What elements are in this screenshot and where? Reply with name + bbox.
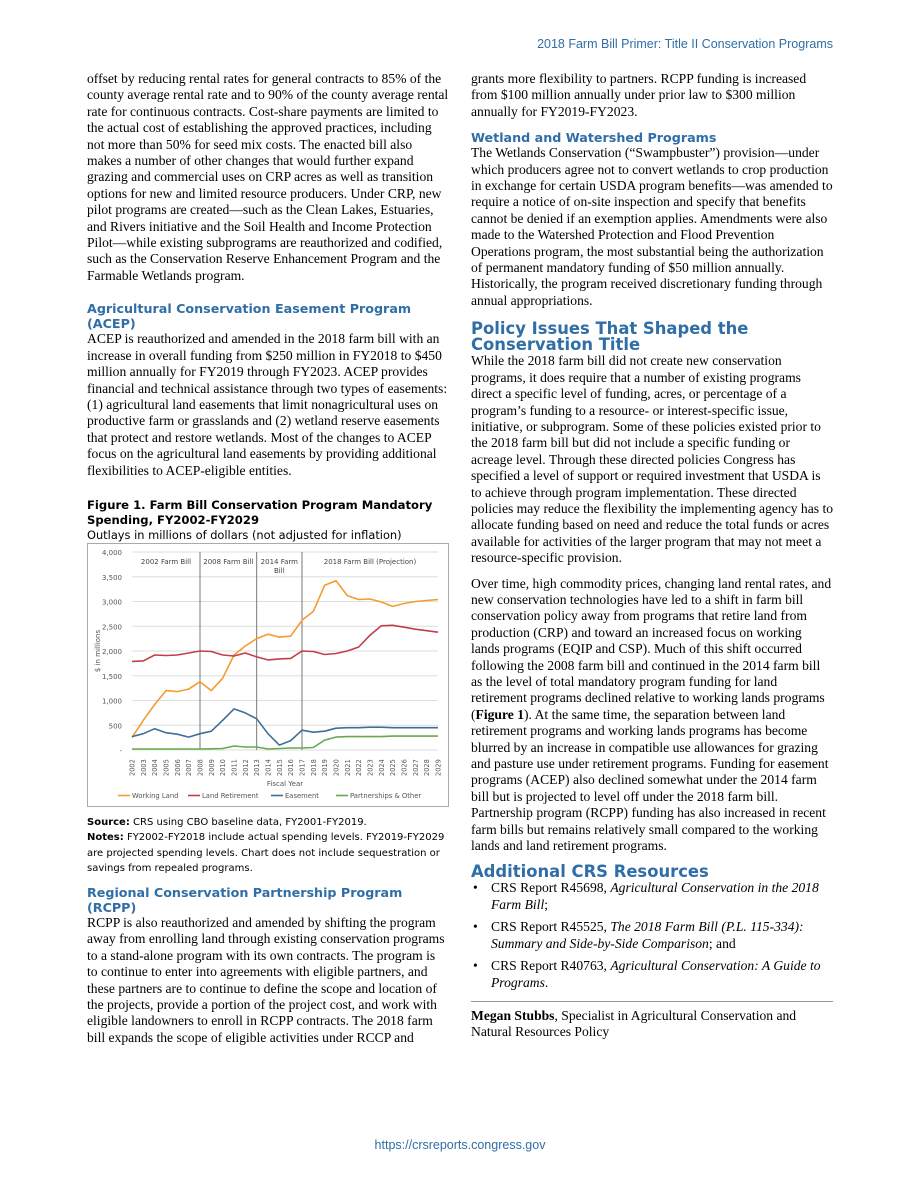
policy-paragraph-2-start: Over time, high commodity prices, changing land rental rates, and new conservation technologies have led to a shift in farm bill conservation policy away from programs that retire land from production (CRP) and toward an increased focus on working lands programs (EQIP and CSP). Much of this shift occurred following the 2008 farm bill and continued in the 2014 farm bill as the level of total mandatory program funding for land retirement programs declined relative to working lands programs ( — [471, 575, 832, 722]
x-tick-label: 2024 — [377, 759, 386, 776]
legend-entry: Working Land — [132, 791, 179, 800]
figure-subtitle: Outlays in millions of dollars (not adjusted for inflation) — [87, 527, 402, 542]
resource-suffix: ; and — [708, 935, 736, 951]
period-label: 2014 Farm Bill — [260, 557, 298, 575]
page-footer-link[interactable]: https://crsreports.congress.gov — [374, 1138, 546, 1152]
resource-report-number: CRS Report R40763, — [491, 958, 611, 974]
crp-continued-paragraph: offset by reducing rental rates for general contracts to 85% of the county average rental rate and to 90% of the county average rental rate for continuous contracts. Cost-share payments are limited to the actual cost of establishing the approved practices, including not more than 50% for seed mix costs. The enacted bill also makes a number of other changes that would further expand grazing and commercial uses on CRP acres as well as transition options for new and limited resource producers. Under CRP, new pilot programs are created—such as the Clean Lakes, Estuaries, and Rivers initiative and the Soil Health and Income Protection Pilot—while existing subprograms are reauthorized and codified, such as the Conservation Reserve Enhancement Program and the Farmable Wetlands program. — [87, 71, 449, 283]
notes-text: FY2002-FY2018 include actual spending levels. FY2019-FY2029 are projected spending levels. Chart does not include sequestration or savings from repealed programs. — [87, 832, 445, 875]
resource-link[interactable]: Agricultural Conservation: A Guide to Programs — [491, 958, 821, 990]
resource-item — [471, 958, 833, 991]
rcpp-heading: Regional Conservation Partnership Program (RCPP) — [87, 884, 403, 915]
resource-report-number: CRS Report R45525, — [491, 919, 611, 935]
x-tick-label: 2007 — [185, 759, 194, 776]
resource-report-number: CRS Report R45698, — [491, 880, 611, 896]
x-tick-label: 2009 — [207, 759, 216, 776]
y-tick-label: 500 — [108, 722, 122, 731]
x-tick-label: 2020 — [332, 759, 341, 776]
source-label: Source: — [87, 816, 130, 828]
figure-title: Figure 1. Farm Bill Conservation Program Mandatory Spending, FY2002-FY2029 — [87, 497, 433, 527]
author-line — [471, 1008, 833, 1041]
acep-heading: Agricultural Conservation Easement Program (ACEP) — [87, 301, 412, 332]
resource-link[interactable]: The 2018 Farm Bill (P.L. 115-334): Summary and Side-by-Side Comparison — [491, 919, 804, 951]
x-tick-label: 2002 — [128, 759, 137, 776]
wetland-heading: Wetland and Watershed Programs — [471, 130, 717, 146]
policy-paragraph-2 — [471, 576, 833, 855]
figure-source — [87, 815, 449, 831]
x-tick-label: 2025 — [389, 759, 398, 776]
legend-entry: Partnerships & Other — [350, 791, 422, 800]
rcpp-paragraph: RCPP is also reauthorized and amended by shifting the program away from enrolling land through existing conservation programs to a stand-alone program with its own contracts. The program is to continue to enter into agreements with eligible partners, and these partners are to continue to define the scope and location of the projects, provide a portion of the project cost, and work with eligible landowners to enroll in RCPP contracts. The 2018 farm bill expands the scope of eligible activities under RCCP and — [87, 914, 445, 1045]
x-tick-label: 2016 — [287, 759, 296, 776]
x-tick-label: 2028 — [423, 759, 432, 776]
spending-chart — [87, 543, 449, 807]
x-tick-label: 2027 — [411, 759, 420, 776]
x-tick-label: 2014 — [264, 759, 273, 776]
x-tick-label: 2006 — [173, 759, 182, 776]
chart-svg — [88, 544, 448, 806]
y-tick-label: - — [119, 746, 122, 755]
notes-label: Notes: — [87, 832, 124, 844]
resource-suffix: . — [544, 974, 549, 990]
x-tick-label: 2005 — [162, 759, 171, 776]
x-tick-label: 2029 — [434, 759, 443, 776]
figure-notes — [87, 830, 449, 877]
resources-list — [471, 880, 833, 990]
policy-paragraph-1: While the 2018 farm bill did not create new conservation programs, it does require that a number of existing programs direct a specific level of funding, acres, or percentage of a program’s funding to a resource- or interest-specific issue, initiative, or subprogram. Some of these policies existed prior to the 2018 farm bill but did not include a specific funding or acreage level. Through these directed policies Congress has specified a level of support or required investment that USDA is to achieve through program implementation. These directed policies may reduce the flexibility the implementing agency has to allocate funding based on need and reduce the total funds or acres available for activities of the larger program that may not meet a resource-specific provision. — [471, 353, 834, 566]
x-tick-label: 2022 — [355, 759, 364, 776]
left-column — [87, 71, 449, 1046]
period-label: 2002 Farm Bill — [140, 557, 192, 566]
resource-suffix: ; — [544, 896, 549, 912]
y-tick-label: 1,000 — [101, 697, 122, 706]
y-tick-label: 2,000 — [101, 647, 122, 656]
figure-1-reference: Figure 1 — [475, 706, 524, 722]
policy-paragraph-2-end: ). At the same time, the separation between land retirement programs and working lands programs has become blurred by an increase in compatible use allowances for grazing and pasture use under retirement programs. Funding for easement programs (ACEP) also declined somewhat under the 2014 farm bill but is projected to level off under the 2018 farm bill. Partnership program (RCPP) funding has also increased in recent farm bills but remains relatively small compared to the working lands and land retirement programs. — [471, 706, 829, 854]
legend-entry: Land Retirement — [202, 791, 259, 800]
rcpp-continued-paragraph: grants more flexibility to partners. RCPP funding is increased from $100 million annually under prior law to $300 million annually for FY2019-FY2023. — [471, 71, 807, 119]
y-axis-label: $ in millions — [94, 629, 102, 673]
resources-heading: Additional CRS Resources — [471, 862, 709, 882]
x-tick-label: 2013 — [253, 759, 262, 776]
x-tick-label: 2010 — [219, 759, 228, 776]
y-tick-label: 1,500 — [101, 672, 122, 681]
acep-paragraph: ACEP is reauthorized and amended in the 2018 farm bill with an increase in overall funding from $250 million in FY2018 to $450 million annually for FY2019 through FY2023. ACEP provides financial and technical assistance through two types of easements: (1) agricultural land easements that limit nonagricultural uses on productive farm or grasslands and (2) wetland reserve easements that protect and restore wetlands. Most of the changes to ACEP focus on the agricultural land easements by providing additional flexibilities to ACEP-eligible entities. — [87, 331, 448, 478]
x-axis-label: Fiscal Year — [266, 779, 304, 788]
x-tick-label: 2012 — [241, 759, 250, 776]
series-line — [132, 625, 438, 661]
x-tick-label: 2015 — [275, 759, 284, 776]
source-text: CRS using CBO baseline data, FY2001-FY2019. — [129, 816, 367, 828]
series-line — [132, 709, 438, 745]
wetland-paragraph: The Wetlands Conservation (“Swampbuster”) provision—under which producers agree not to convert wetlands to crop production in exchange for certain USDA program benefits—was amended to require a notice of on-site inspection and specify that benefits cannot be denied if an exemption applies. Amendments were also made to the Watershed Protection and Flood Prevention Operations program, the most substantial being the authorization of permanent mandatory funding of $50 million annually. Historically, the program received discretionary funding through annual appropriations. — [471, 145, 833, 308]
y-tick-label: 3,500 — [101, 573, 122, 582]
right-column — [471, 71, 833, 1041]
resource-link[interactable]: Agricultural Conservation in the 2018 Farm Bill — [491, 880, 819, 912]
policy-heading: Policy Issues That Shaped the Conservation Title — [471, 319, 749, 355]
x-tick-label: 2003 — [139, 759, 148, 776]
x-tick-label: 2017 — [298, 759, 307, 776]
x-tick-label: 2023 — [366, 759, 375, 776]
resource-item — [471, 880, 833, 913]
author-divider — [471, 1001, 833, 1002]
x-tick-label: 2011 — [230, 759, 239, 776]
legend-entry: Easement — [285, 791, 319, 800]
x-tick-label: 2019 — [321, 759, 330, 776]
period-label: 2008 Farm Bill — [203, 557, 254, 566]
x-tick-label: 2026 — [400, 759, 409, 776]
x-tick-label: 2018 — [309, 759, 318, 776]
y-tick-label: 2,500 — [101, 623, 122, 632]
author-name: Megan Stubbs — [471, 1007, 555, 1023]
author-title: , Specialist in Agricultural Conservation and Natural Resources Policy — [471, 1007, 797, 1040]
page-header: 2018 Farm Bill Primer: Title II Conservation Programs — [537, 37, 833, 51]
period-label: 2018 Farm Bill (Projection) — [323, 557, 417, 566]
x-tick-label: 2008 — [196, 759, 205, 776]
y-tick-label: 3,000 — [101, 598, 122, 607]
resource-item — [471, 919, 833, 952]
x-tick-label: 2004 — [151, 759, 160, 776]
y-tick-label: 4,000 — [101, 548, 122, 557]
x-tick-label: 2021 — [343, 759, 352, 776]
